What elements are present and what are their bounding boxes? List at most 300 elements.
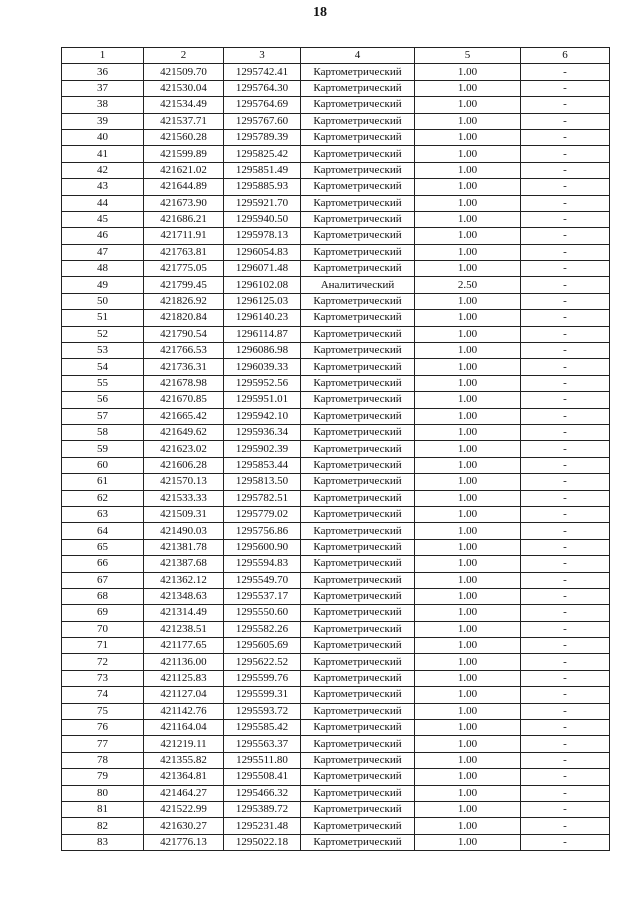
table-cell-col-2: 421621.02 — [144, 162, 224, 178]
table-cell-col-2: 421606.28 — [144, 457, 224, 473]
table-cell-col-2: 421644.89 — [144, 179, 224, 195]
table-cell-col-2: 421464.27 — [144, 785, 224, 801]
table-cell-col-2: 421355.82 — [144, 752, 224, 768]
table-row — [62, 474, 610, 490]
table-cell-col-4: Картометрический — [301, 490, 415, 506]
table-cell-col-1: 39 — [62, 113, 144, 129]
table-cell-col-5: 2.50 — [415, 277, 521, 293]
table-cell-col-6: - — [521, 801, 610, 817]
table-cell-col-4: Картометрический — [301, 801, 415, 817]
table-cell-col-2: 421381.78 — [144, 539, 224, 555]
table-cell-col-1: 75 — [62, 703, 144, 719]
table-cell-col-5: 1.00 — [415, 785, 521, 801]
table-cell-col-5: 1.00 — [415, 179, 521, 195]
table-row — [62, 720, 610, 736]
table-row — [62, 359, 610, 375]
table-cell-col-5: 1.00 — [415, 244, 521, 260]
table-cell-col-5: 1.00 — [415, 195, 521, 211]
table-cell-col-5: 1.00 — [415, 769, 521, 785]
table-cell-col-4: Картометрический — [301, 687, 415, 703]
table-cell-col-3: 1296086.98 — [224, 343, 301, 359]
column-header-1: 1 — [62, 48, 144, 64]
table-cell-col-5: 1.00 — [415, 703, 521, 719]
table-cell-col-2: 421560.28 — [144, 129, 224, 145]
table-cell-col-1: 79 — [62, 769, 144, 785]
table-cell-col-5: 1.00 — [415, 506, 521, 522]
table-cell-col-2: 421509.70 — [144, 64, 224, 80]
table-row — [62, 326, 610, 342]
table-cell-col-3: 1295742.41 — [224, 64, 301, 80]
table-cell-col-5: 1.00 — [415, 375, 521, 391]
table-cell-col-2: 421673.90 — [144, 195, 224, 211]
table-cell-col-5: 1.00 — [415, 392, 521, 408]
table-cell-col-6: - — [521, 769, 610, 785]
table-cell-col-2: 421763.81 — [144, 244, 224, 260]
table-row — [62, 605, 610, 621]
table-cell-col-6: - — [521, 179, 610, 195]
table-row — [62, 457, 610, 473]
table-cell-col-4: Картометрический — [301, 392, 415, 408]
table-cell-col-3: 1295825.42 — [224, 146, 301, 162]
table-cell-col-1: 68 — [62, 588, 144, 604]
table-row — [62, 687, 610, 703]
table-cell-col-2: 421790.54 — [144, 326, 224, 342]
table-cell-col-1: 66 — [62, 556, 144, 572]
table-row — [62, 556, 610, 572]
table-cell-col-1: 47 — [62, 244, 144, 260]
table-cell-col-4: Картометрический — [301, 195, 415, 211]
table-cell-col-2: 421164.04 — [144, 720, 224, 736]
table-body — [62, 64, 610, 851]
table-row — [62, 638, 610, 654]
table-cell-col-6: - — [521, 244, 610, 260]
table-cell-col-1: 53 — [62, 343, 144, 359]
table-cell-col-1: 60 — [62, 457, 144, 473]
table-cell-col-3: 1295599.31 — [224, 687, 301, 703]
table-cell-col-6: - — [521, 359, 610, 375]
table-cell-col-2: 421364.81 — [144, 769, 224, 785]
table-row — [62, 506, 610, 522]
table-cell-col-5: 1.00 — [415, 556, 521, 572]
table-cell-col-2: 421534.49 — [144, 97, 224, 113]
table-row — [62, 343, 610, 359]
table-cell-col-5: 1.00 — [415, 621, 521, 637]
table-cell-col-1: 43 — [62, 179, 144, 195]
table-row — [62, 162, 610, 178]
table-cell-col-4: Картометрический — [301, 654, 415, 670]
table-cell-col-4: Картометрический — [301, 310, 415, 326]
table-cell-col-3: 1295593.72 — [224, 703, 301, 719]
table-cell-col-4: Картометрический — [301, 146, 415, 162]
table-cell-col-3: 1295550.60 — [224, 605, 301, 621]
table-cell-col-3: 1295231.48 — [224, 818, 301, 834]
table-cell-col-1: 82 — [62, 818, 144, 834]
table-cell-col-4: Картометрический — [301, 506, 415, 522]
table-cell-col-3: 1295952.56 — [224, 375, 301, 391]
table-cell-col-3: 1296140.23 — [224, 310, 301, 326]
table-cell-col-1: 64 — [62, 523, 144, 539]
table-cell-col-6: - — [521, 670, 610, 686]
table-cell-col-4: Аналитический — [301, 277, 415, 293]
table-row — [62, 195, 610, 211]
table-cell-col-2: 421775.05 — [144, 261, 224, 277]
table-cell-col-2: 421665.42 — [144, 408, 224, 424]
table-cell-col-4: Картометрический — [301, 211, 415, 227]
table-cell-col-1: 73 — [62, 670, 144, 686]
table-cell-col-5: 1.00 — [415, 146, 521, 162]
table-row — [62, 244, 610, 260]
table-cell-col-2: 421509.31 — [144, 506, 224, 522]
table-cell-col-5: 1.00 — [415, 441, 521, 457]
table-cell-col-2: 421799.45 — [144, 277, 224, 293]
table-cell-col-2: 421623.02 — [144, 441, 224, 457]
table-cell-col-4: Картометрический — [301, 621, 415, 637]
table-cell-col-3: 1296054.83 — [224, 244, 301, 260]
points-table — [61, 47, 610, 851]
table-cell-col-5: 1.00 — [415, 687, 521, 703]
table-cell-col-3: 1295978.13 — [224, 228, 301, 244]
table-cell-col-5: 1.00 — [415, 474, 521, 490]
table-cell-col-3: 1295779.02 — [224, 506, 301, 522]
table-cell-col-1: 38 — [62, 97, 144, 113]
table-cell-col-4: Картометрический — [301, 441, 415, 457]
table-cell-col-6: - — [521, 97, 610, 113]
table-cell-col-5: 1.00 — [415, 720, 521, 736]
table-cell-col-3: 1295764.30 — [224, 80, 301, 96]
table-row — [62, 310, 610, 326]
table-cell-col-3: 1295389.72 — [224, 801, 301, 817]
table-row — [62, 769, 610, 785]
table-cell-col-2: 421776.13 — [144, 834, 224, 850]
table-cell-col-1: 42 — [62, 162, 144, 178]
table-cell-col-4: Картометрический — [301, 424, 415, 440]
table-cell-col-2: 421142.76 — [144, 703, 224, 719]
table-cell-col-5: 1.00 — [415, 801, 521, 817]
table-cell-col-2: 421127.04 — [144, 687, 224, 703]
table-cell-col-2: 421125.83 — [144, 670, 224, 686]
table-cell-col-3: 1295936.34 — [224, 424, 301, 440]
table-cell-col-4: Картометрический — [301, 736, 415, 752]
table-row — [62, 785, 610, 801]
table-cell-col-2: 421362.12 — [144, 572, 224, 588]
table-row — [62, 834, 610, 850]
table-cell-col-5: 1.00 — [415, 64, 521, 80]
table-row — [62, 736, 610, 752]
table-cell-col-6: - — [521, 310, 610, 326]
table-cell-col-3: 1295466.32 — [224, 785, 301, 801]
table-cell-col-6: - — [521, 80, 610, 96]
table-cell-col-4: Картометрический — [301, 572, 415, 588]
table-cell-col-6: - — [521, 785, 610, 801]
table-row — [62, 293, 610, 309]
table-row — [62, 408, 610, 424]
table-cell-col-6: - — [521, 64, 610, 80]
table-cell-col-6: - — [521, 146, 610, 162]
table-cell-col-2: 421530.04 — [144, 80, 224, 96]
table-cell-col-3: 1295599.76 — [224, 670, 301, 686]
column-header-2: 2 — [144, 48, 224, 64]
table-cell-col-4: Картометрический — [301, 834, 415, 850]
table-cell-col-2: 421177.65 — [144, 638, 224, 654]
table-row — [62, 539, 610, 555]
table-cell-col-6: - — [521, 834, 610, 850]
table-cell-col-3: 1296125.03 — [224, 293, 301, 309]
column-header-6: 6 — [521, 48, 610, 64]
table-row — [62, 670, 610, 686]
table-cell-col-6: - — [521, 392, 610, 408]
page-number: 18 — [313, 5, 327, 20]
table-cell-col-2: 421678.98 — [144, 375, 224, 391]
table-cell-col-1: 65 — [62, 539, 144, 555]
table-cell-col-6: - — [521, 195, 610, 211]
table-cell-col-2: 421238.51 — [144, 621, 224, 637]
table-cell-col-4: Картометрический — [301, 244, 415, 260]
table-cell-col-5: 1.00 — [415, 654, 521, 670]
table-cell-col-4: Картометрический — [301, 752, 415, 768]
table-cell-col-6: - — [521, 523, 610, 539]
table-cell-col-3: 1295622.52 — [224, 654, 301, 670]
table-cell-col-1: 63 — [62, 506, 144, 522]
table-row — [62, 211, 610, 227]
table-cell-col-6: - — [521, 605, 610, 621]
table-row — [62, 261, 610, 277]
table-cell-col-6: - — [521, 228, 610, 244]
table-cell-col-6: - — [521, 293, 610, 309]
table-cell-col-4: Картометрический — [301, 129, 415, 145]
table-cell-col-5: 1.00 — [415, 162, 521, 178]
table-cell-col-1: 78 — [62, 752, 144, 768]
table-row — [62, 80, 610, 96]
table-cell-col-2: 421686.21 — [144, 211, 224, 227]
table-cell-col-3: 1295511.80 — [224, 752, 301, 768]
table-cell-col-4: Картометрический — [301, 638, 415, 654]
table-cell-col-1: 46 — [62, 228, 144, 244]
table-cell-col-1: 55 — [62, 375, 144, 391]
table-cell-col-3: 1295789.39 — [224, 129, 301, 145]
table-cell-col-4: Картометрический — [301, 720, 415, 736]
table-cell-col-5: 1.00 — [415, 211, 521, 227]
table-cell-col-4: Картометрический — [301, 375, 415, 391]
table-cell-col-4: Картометрический — [301, 539, 415, 555]
table-cell-col-4: Картометрический — [301, 408, 415, 424]
table-header — [62, 48, 610, 64]
table-cell-col-3: 1295756.86 — [224, 523, 301, 539]
table-cell-col-5: 1.00 — [415, 113, 521, 129]
table-cell-col-4: Картометрический — [301, 64, 415, 80]
table-cell-col-6: - — [521, 113, 610, 129]
table-cell-col-1: 83 — [62, 834, 144, 850]
table-cell-col-3: 1295942.10 — [224, 408, 301, 424]
table-cell-col-2: 421490.03 — [144, 523, 224, 539]
table-cell-col-6: - — [521, 736, 610, 752]
table-cell-col-4: Картометрический — [301, 113, 415, 129]
table-cell-col-1: 44 — [62, 195, 144, 211]
column-header-5: 5 — [415, 48, 521, 64]
table-row — [62, 654, 610, 670]
table-cell-col-4: Картометрический — [301, 588, 415, 604]
table-cell-col-1: 76 — [62, 720, 144, 736]
table-cell-col-2: 421826.92 — [144, 293, 224, 309]
table-cell-col-1: 45 — [62, 211, 144, 227]
table-cell-col-1: 72 — [62, 654, 144, 670]
table-cell-col-6: - — [521, 752, 610, 768]
table-cell-col-1: 48 — [62, 261, 144, 277]
table-cell-col-2: 421348.63 — [144, 588, 224, 604]
table-cell-col-6: - — [521, 424, 610, 440]
table-cell-col-1: 61 — [62, 474, 144, 490]
table-cell-col-1: 71 — [62, 638, 144, 654]
table-cell-col-5: 1.00 — [415, 539, 521, 555]
table-cell-col-6: - — [521, 277, 610, 293]
table-cell-col-1: 52 — [62, 326, 144, 342]
table-row — [62, 441, 610, 457]
table-cell-col-6: - — [521, 572, 610, 588]
table-cell-col-4: Картометрический — [301, 293, 415, 309]
table-row — [62, 228, 610, 244]
table-cell-col-5: 1.00 — [415, 490, 521, 506]
table-cell-col-4: Картометрический — [301, 228, 415, 244]
table-cell-col-6: - — [521, 588, 610, 604]
table-cell-col-4: Картометрический — [301, 261, 415, 277]
table-cell-col-1: 37 — [62, 80, 144, 96]
table-cell-col-6: - — [521, 638, 610, 654]
table-cell-col-5: 1.00 — [415, 310, 521, 326]
table-cell-col-6: - — [521, 162, 610, 178]
table-row — [62, 97, 610, 113]
table-row — [62, 490, 610, 506]
table-cell-col-1: 67 — [62, 572, 144, 588]
table-cell-col-6: - — [521, 261, 610, 277]
table-cell-col-3: 1295537.17 — [224, 588, 301, 604]
table-cell-col-3: 1296114.87 — [224, 326, 301, 342]
table-cell-col-6: - — [521, 408, 610, 424]
table-row — [62, 801, 610, 817]
table-cell-col-1: 41 — [62, 146, 144, 162]
table-cell-col-4: Картометрический — [301, 474, 415, 490]
table-cell-col-4: Картометрический — [301, 326, 415, 342]
table-cell-col-3: 1295508.41 — [224, 769, 301, 785]
table-cell-col-1: 54 — [62, 359, 144, 375]
table-row — [62, 277, 610, 293]
table-cell-col-2: 421314.49 — [144, 605, 224, 621]
table-cell-col-6: - — [521, 687, 610, 703]
table-cell-col-6: - — [521, 457, 610, 473]
table-cell-col-3: 1295767.60 — [224, 113, 301, 129]
table-cell-col-5: 1.00 — [415, 408, 521, 424]
table-cell-col-2: 421537.71 — [144, 113, 224, 129]
table-cell-col-3: 1295853.44 — [224, 457, 301, 473]
table-cell-col-3: 1295851.49 — [224, 162, 301, 178]
table-cell-col-4: Картометрический — [301, 556, 415, 572]
table-cell-col-3: 1295885.93 — [224, 179, 301, 195]
table-cell-col-6: - — [521, 129, 610, 145]
table-cell-col-2: 421820.84 — [144, 310, 224, 326]
table-cell-col-3: 1296102.08 — [224, 277, 301, 293]
table-cell-col-1: 36 — [62, 64, 144, 80]
table-cell-col-1: 49 — [62, 277, 144, 293]
table-row — [62, 392, 610, 408]
table-cell-col-3: 1295951.01 — [224, 392, 301, 408]
table-cell-col-2: 421387.68 — [144, 556, 224, 572]
table-cell-col-4: Картометрический — [301, 523, 415, 539]
table-cell-col-4: Картометрический — [301, 179, 415, 195]
table-cell-col-4: Картометрический — [301, 785, 415, 801]
table-cell-col-3: 1295902.39 — [224, 441, 301, 457]
table-cell-col-5: 1.00 — [415, 343, 521, 359]
table-cell-col-5: 1.00 — [415, 670, 521, 686]
table-cell-col-3: 1295549.70 — [224, 572, 301, 588]
table-cell-col-5: 1.00 — [415, 129, 521, 145]
table-cell-col-6: - — [521, 818, 610, 834]
table-cell-col-2: 421219.11 — [144, 736, 224, 752]
table-cell-col-5: 1.00 — [415, 572, 521, 588]
table-row — [62, 113, 610, 129]
table-row — [62, 818, 610, 834]
table-row — [62, 621, 610, 637]
table-cell-col-5: 1.00 — [415, 736, 521, 752]
table-cell-col-4: Картометрический — [301, 359, 415, 375]
table-cell-col-1: 77 — [62, 736, 144, 752]
table-cell-col-5: 1.00 — [415, 834, 521, 850]
table-cell-col-4: Картометрический — [301, 162, 415, 178]
table-cell-col-6: - — [521, 343, 610, 359]
table-cell-col-2: 421736.31 — [144, 359, 224, 375]
table-cell-col-4: Картометрический — [301, 769, 415, 785]
table-cell-col-6: - — [521, 441, 610, 457]
table-cell-col-4: Картометрический — [301, 80, 415, 96]
table-cell-col-2: 421766.53 — [144, 343, 224, 359]
table-cell-col-5: 1.00 — [415, 424, 521, 440]
table-cell-col-6: - — [521, 720, 610, 736]
table-cell-col-4: Картометрический — [301, 818, 415, 834]
table-cell-col-1: 59 — [62, 441, 144, 457]
table-row — [62, 523, 610, 539]
table-cell-col-4: Картометрический — [301, 670, 415, 686]
table-cell-col-6: - — [521, 326, 610, 342]
table-cell-col-1: 81 — [62, 801, 144, 817]
table-cell-col-5: 1.00 — [415, 523, 521, 539]
table-cell-col-3: 1295605.69 — [224, 638, 301, 654]
table-cell-col-1: 40 — [62, 129, 144, 145]
table-cell-col-4: Картометрический — [301, 343, 415, 359]
table-row — [62, 588, 610, 604]
table-cell-col-5: 1.00 — [415, 326, 521, 342]
table-cell-col-4: Картометрический — [301, 457, 415, 473]
table-cell-col-3: 1296039.33 — [224, 359, 301, 375]
column-header-3: 3 — [224, 48, 301, 64]
table-cell-col-5: 1.00 — [415, 80, 521, 96]
table-cell-col-5: 1.00 — [415, 638, 521, 654]
table-cell-col-6: - — [521, 654, 610, 670]
table-row — [62, 146, 610, 162]
table-cell-col-3: 1295764.69 — [224, 97, 301, 113]
table-cell-col-5: 1.00 — [415, 588, 521, 604]
table-cell-col-2: 421136.00 — [144, 654, 224, 670]
table-row — [62, 703, 610, 719]
column-header-4: 4 — [301, 48, 415, 64]
table-cell-col-5: 1.00 — [415, 293, 521, 309]
table-cell-col-1: 80 — [62, 785, 144, 801]
table-cell-col-3: 1295940.50 — [224, 211, 301, 227]
table-cell-col-3: 1295600.90 — [224, 539, 301, 555]
table-cell-col-2: 421522.99 — [144, 801, 224, 817]
table-cell-col-6: - — [521, 556, 610, 572]
table-cell-col-1: 50 — [62, 293, 144, 309]
table-cell-col-5: 1.00 — [415, 605, 521, 621]
table-cell-col-6: - — [521, 703, 610, 719]
table-row — [62, 64, 610, 80]
table-cell-col-3: 1295563.37 — [224, 736, 301, 752]
